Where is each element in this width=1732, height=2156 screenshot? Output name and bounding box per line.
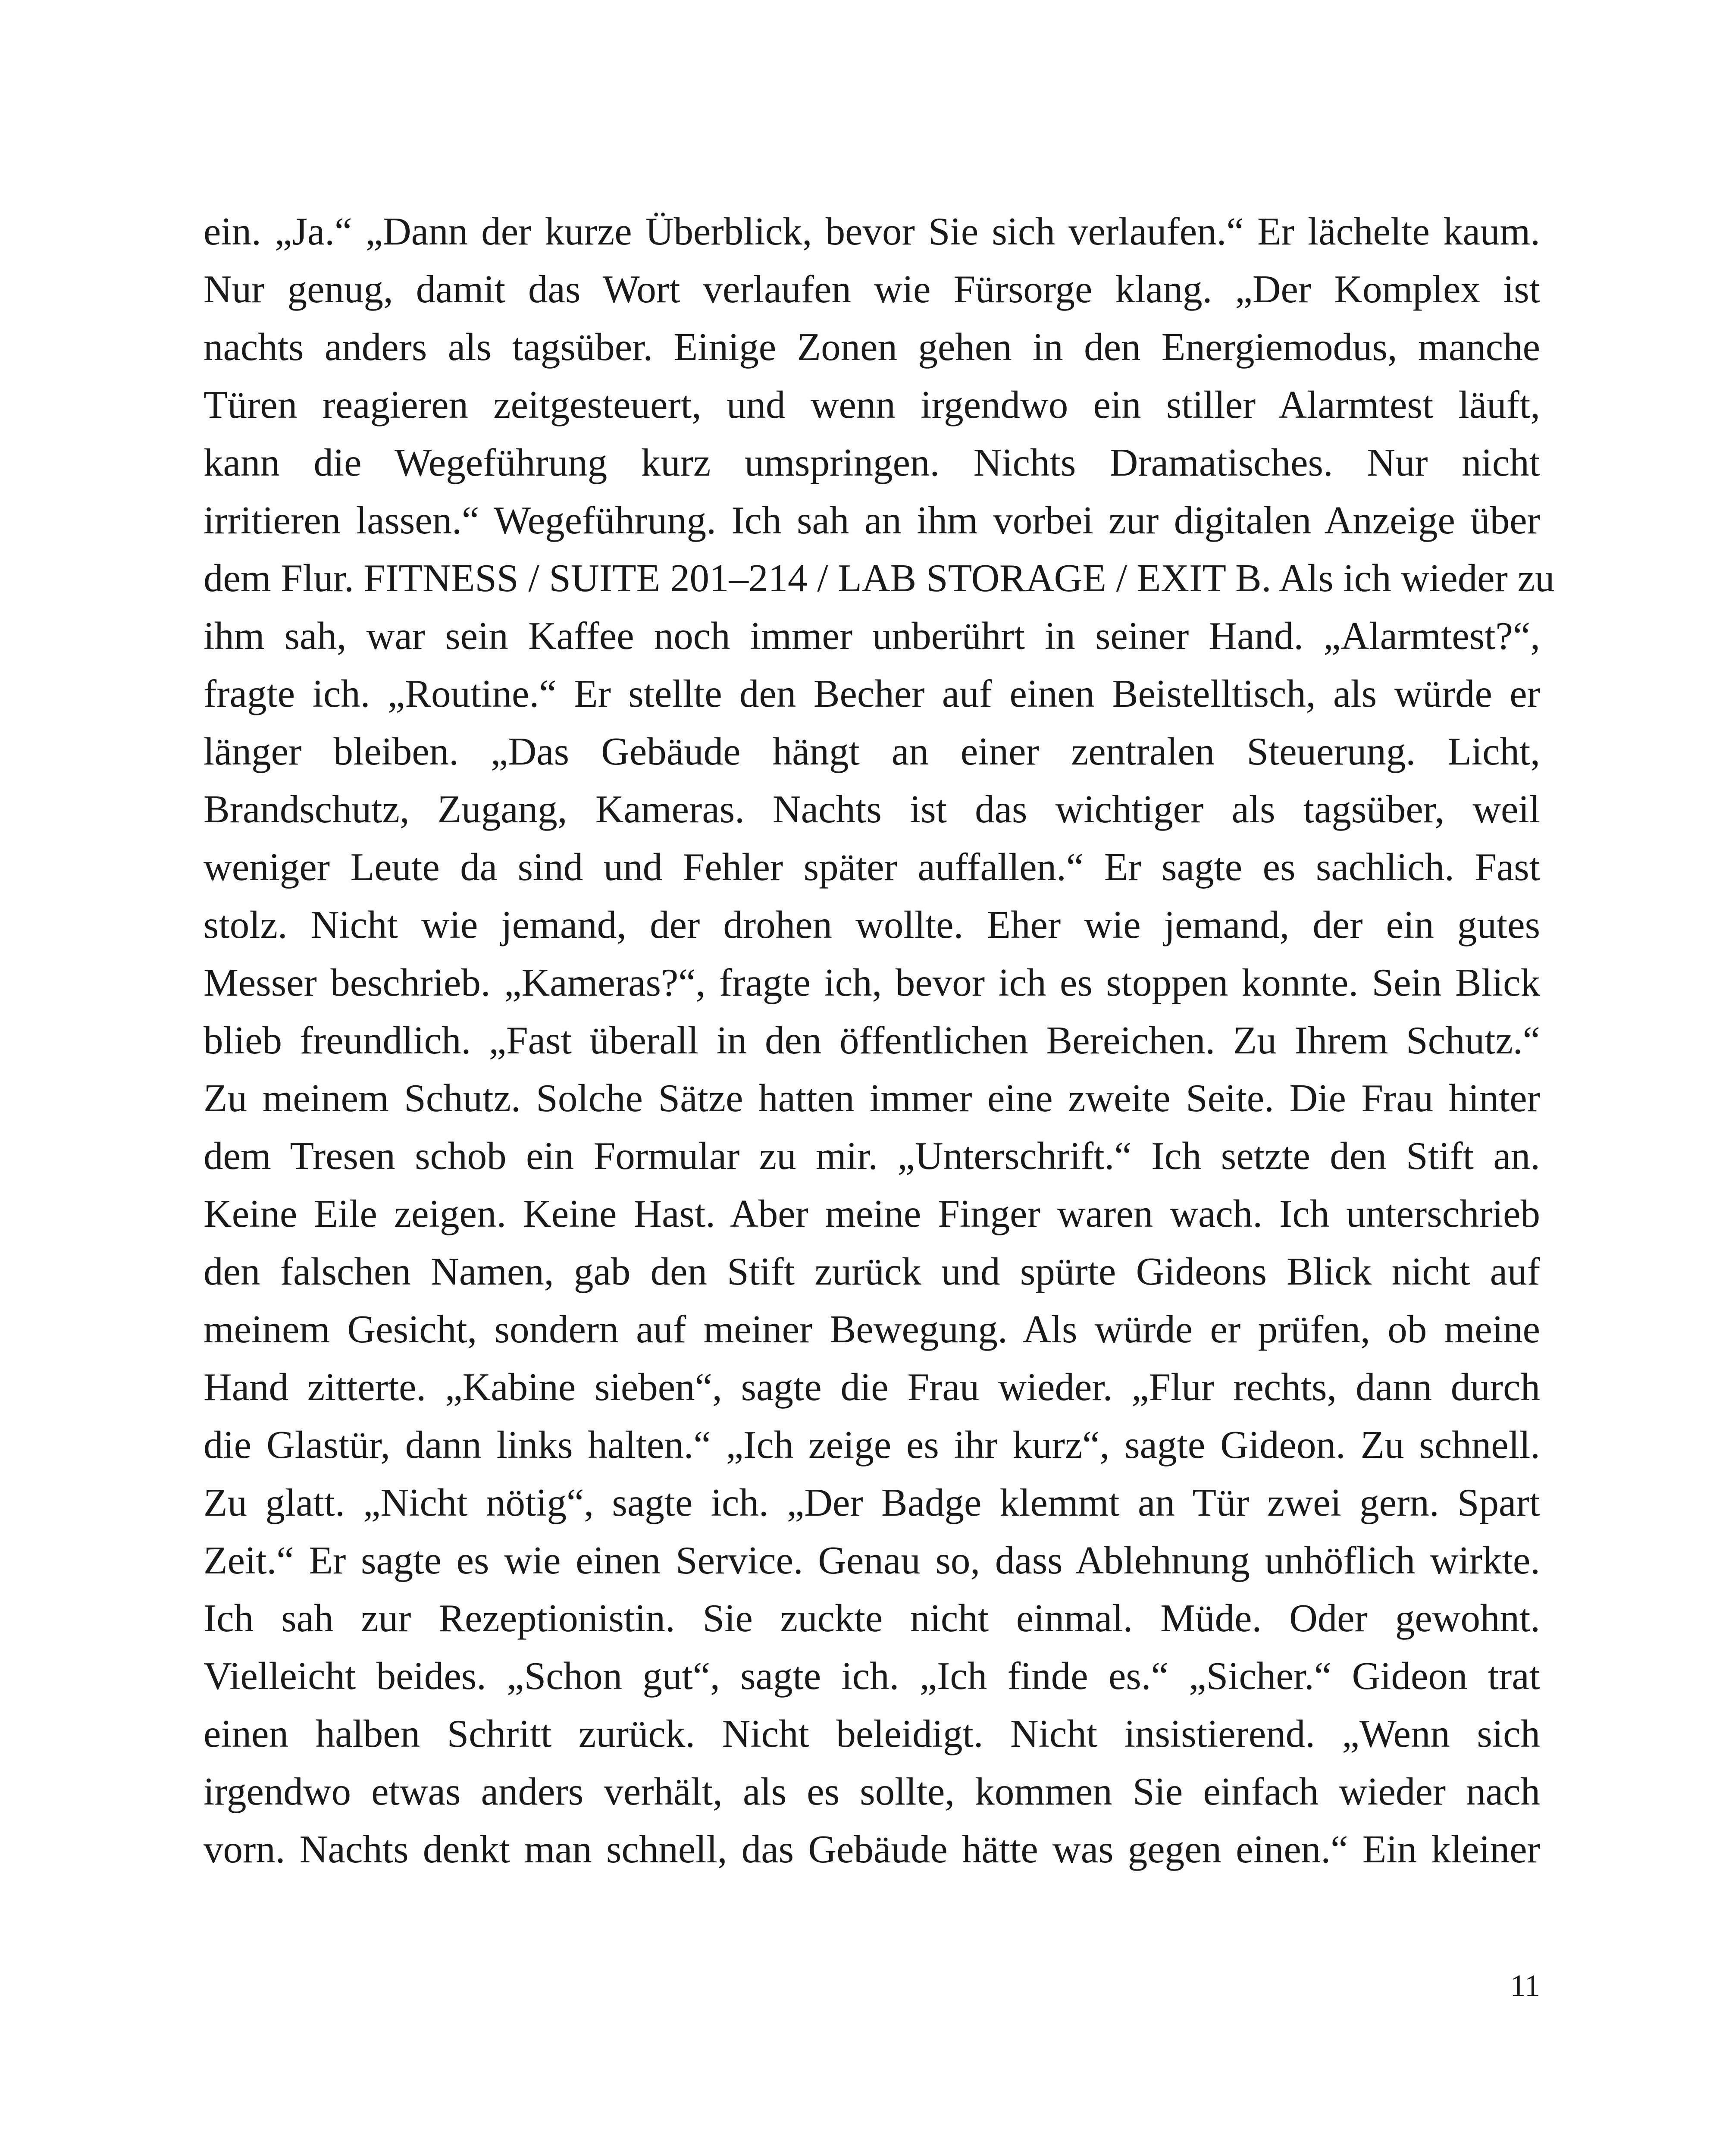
text-line: fragte ich. „Routine.“ Er stellte den Becher auf einen Beistelltisch, als würde er bbox=[204, 672, 1540, 715]
text-line: nachts anders als tagsüber. Einige Zonen gehen in den Energiemodus, manche bbox=[204, 325, 1540, 369]
text-line: Türen reagieren zeitgesteuert, und wenn irgendwo ein stiller Alarmtest läuft, bbox=[204, 383, 1540, 426]
text-line: Vielleicht beides. „Schon gut“, sagte ich. „Ich finde es.“ „Sicher.“ Gideon trat bbox=[204, 1654, 1540, 1698]
text-line: Zu meinem Schutz. Solche Sätze hatten immer eine zweite Seite. Die Frau hinter bbox=[204, 1076, 1540, 1120]
text-line: dem Flur. FITNESS / SUITE 201–214 / LAB STORAGE / EXIT B. Als ich wieder zu bbox=[204, 556, 1555, 600]
text-line: Ich sah zur Rezeptionistin. Sie zuckte nicht einmal. Müde. Oder gewohnt. bbox=[204, 1596, 1540, 1640]
text-line: Keine Eile zeigen. Keine Hast. Aber meine Finger waren wach. Ich unterschrieb bbox=[204, 1192, 1540, 1235]
text-line: irritieren lassen.“ Wegeführung. Ich sah an ihm vorbei zur digitalen Anzeige über bbox=[204, 498, 1540, 542]
text-line: Hand zitterte. „Kabine sieben“, sagte die Frau wieder. „Flur rechts, dann durch bbox=[204, 1365, 1540, 1409]
text-line: weniger Leute da sind und Fehler später auffallen.“ Er sagte es sachlich. Fast bbox=[204, 845, 1540, 889]
text-line: ihm sah, war sein Kaffee noch immer unberührt in seiner Hand. „Alarmtest?“, bbox=[204, 614, 1540, 658]
text-line: dem Tresen schob ein Formular zu mir. „Unterschrift.“ Ich setzte den Stift an. bbox=[204, 1134, 1540, 1178]
text-line: ein. „Ja.“ „Dann der kurze Überblick, bevor Sie sich verlaufen.“ Er lächelte kaum. bbox=[204, 210, 1540, 253]
text-line: Brandschutz, Zugang, Kameras. Nachts ist das wichtiger als tagsüber, weil bbox=[204, 787, 1540, 831]
text-line: vorn. Nachts denkt man schnell, das Gebäude hätte was gegen einen.“ Ein kleiner bbox=[204, 1827, 1540, 1871]
text-line: Zu glatt. „Nicht nötig“, sagte ich. „Der Badge klemmt an Tür zwei gern. Spart bbox=[204, 1481, 1540, 1524]
text-line: Zeit.“ Er sagte es wie einen Service. Genau so, dass Ablehnung unhöflich wirkte. bbox=[204, 1539, 1540, 1582]
body-text bbox=[204, 203, 1555, 1878]
text-line: länger bleiben. „Das Gebäude hängt an einer zentralen Steuerung. Licht, bbox=[204, 730, 1540, 773]
text-line: den falschen Namen, gab den Stift zurück und spürte Gideons Blick nicht auf bbox=[204, 1250, 1540, 1293]
text-line: meinem Gesicht, sondern auf meiner Bewegung. Als würde er prüfen, ob meine bbox=[204, 1307, 1540, 1351]
text-line: blieb freundlich. „Fast überall in den öffentlichen Bereichen. Zu Ihrem Schutz.“ bbox=[204, 1018, 1540, 1062]
text-line: die Glastür, dann links halten.“ „Ich zeige es ihr kurz“, sagte Gideon. Zu schnell. bbox=[204, 1423, 1540, 1467]
text-line: Nur genug, damit das Wort verlaufen wie Fürsorge klang. „Der Komplex ist bbox=[204, 267, 1540, 311]
text-line: kann die Wegeführung kurz umspringen. Nichts Dramatisches. Nur nicht bbox=[204, 441, 1540, 484]
text-line: Messer beschrieb. „Kameras?“, fragte ich, bevor ich es stoppen konnte. Sein Blick bbox=[204, 961, 1540, 1004]
text-line: einen halben Schritt zurück. Nicht beleidigt. Nicht insistierend. „Wenn sich bbox=[204, 1712, 1540, 1755]
page-number: 11 bbox=[1510, 1968, 1540, 2003]
text-line: stolz. Nicht wie jemand, der drohen wollte. Eher wie jemand, der ein gutes bbox=[204, 903, 1540, 946]
text-line: irgendwo etwas anders verhält, als es sollte, kommen Sie einfach wieder nach bbox=[204, 1770, 1540, 1813]
